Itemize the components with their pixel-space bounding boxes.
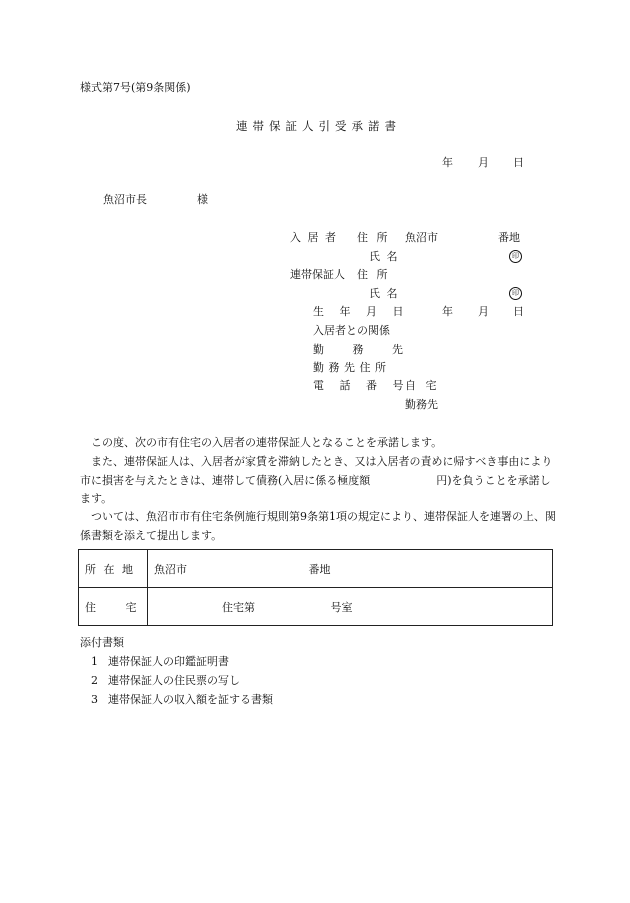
date-day: 日: [513, 156, 524, 169]
attachment-number: 1: [91, 655, 98, 668]
resident-name-label: 氏 名: [369, 250, 398, 263]
attachment-item: 連帯保証人の印鑑証明書: [108, 655, 229, 668]
addressee-honorific: 様: [197, 193, 208, 206]
body-paragraph-3: ついては、魚沼市市有住宅条例施行規則第9条第1項の規定により、連帯保証人を連署の上、関係書類を添えて提出します。: [80, 510, 556, 542]
date-year: 年: [442, 156, 453, 169]
attachment-number: 3: [91, 693, 98, 706]
attachment-item: 連帯保証人の収入額を証する書類: [108, 693, 273, 706]
guarantor-address-label: 住 所: [357, 268, 388, 281]
birth-year: 年: [442, 305, 453, 318]
housing-room: 号室: [330, 600, 353, 614]
guarantor-role-label: 連帯保証人: [290, 268, 345, 281]
body-paragraph-1: この度、次の市有住宅の入居者の連帯保証人となることを承諾します。: [91, 436, 443, 449]
housing-name: 住宅第: [222, 600, 255, 614]
resident-address-city: 魚沼市: [405, 231, 438, 244]
location-label: 所 在 地: [85, 562, 133, 576]
document-title: 連帯保証人引受承諾書: [236, 119, 401, 133]
attachment-number: 2: [91, 674, 98, 687]
housing-label: 住 宅: [85, 600, 137, 614]
birth-day: 日: [513, 305, 524, 318]
guarantor-name-label: 氏 名: [369, 287, 398, 300]
attachment-item: 連帯保証人の住民票の写し: [108, 674, 240, 687]
housing-value-cell: [148, 588, 553, 626]
property-table: [78, 549, 553, 626]
date-month: 月: [478, 156, 489, 169]
workplace-address-label: 勤 務 先 住 所: [313, 361, 386, 374]
location-city: 魚沼市: [154, 562, 187, 576]
location-value-cell: [148, 550, 553, 588]
resident-address-label: 住 所: [357, 231, 388, 244]
body-paragraph-2: また、連帯保証人は、入居者が家賃を滞納したとき、又は入居者の責めに帰すべき事由により市に損害を与えたときは、連帯して債務(入居に係る極度額 円)を負うことを承諾します。: [80, 455, 553, 505]
resident-seal: 印: [509, 250, 522, 263]
resident-address-suffix: 番地: [498, 231, 520, 244]
birth-date-label: 生 年 月 日: [313, 305, 404, 318]
housing-row: [79, 588, 553, 626]
addressee-name: 魚沼市長: [103, 193, 147, 206]
location-suffix: 番地: [308, 562, 331, 576]
guarantor-seal: 印: [509, 287, 522, 300]
attachments-heading: 添付書類: [80, 636, 124, 649]
birth-month: 月: [478, 305, 489, 318]
phone-work-label: 勤務先: [405, 398, 438, 411]
phone-home-label: 自 宅: [405, 379, 437, 392]
housing-label-cell: [79, 588, 148, 626]
workplace-label: 勤 務 先: [313, 343, 403, 356]
form-number: 様式第7号(第9条関係): [80, 81, 191, 94]
phone-label: 電 話 番 号: [313, 379, 404, 392]
location-row: [79, 550, 553, 588]
location-label-cell: [79, 550, 148, 588]
relation-label: 入居者との関係: [313, 324, 390, 337]
resident-role-label: 入 居 者: [290, 231, 336, 244]
